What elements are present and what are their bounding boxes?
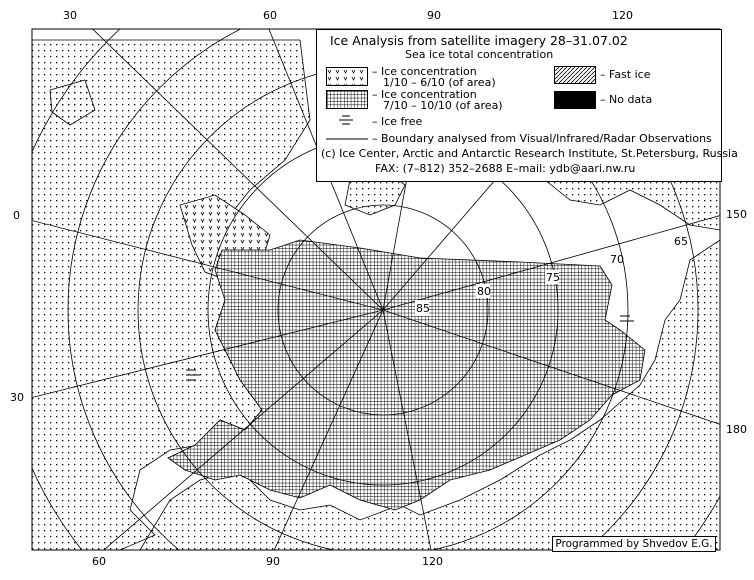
lon-label-bottom-60: 60 (92, 555, 106, 568)
lon-label-top-30: 30 (63, 9, 77, 22)
lon-label-bottom-120: 120 (422, 555, 443, 568)
low-conc-label-1: – Ice concentration (372, 65, 477, 78)
programmer-credit: Programmed by Shvedov E.G. (552, 536, 716, 552)
high-conc-label-1: – Ice concentration (372, 88, 477, 101)
no-data-swatch (554, 91, 596, 109)
lat-label-85: 85 (416, 302, 430, 315)
credit-line-2: FAX: (7–812) 352–2688 E–mail: ydb@aari.nw.ru (375, 162, 636, 175)
fast-ice-swatch (554, 66, 596, 84)
fast-ice-label: – Fast ice (600, 68, 651, 81)
low-concentration-swatch (326, 67, 368, 86)
lon-label-top-120: 120 (612, 9, 633, 22)
legend-panel (316, 29, 738, 182)
lon-label-right-180: 180 (726, 423, 747, 436)
legend-title: Ice Analysis from satellite imagery 28–31.07.02 (330, 33, 628, 48)
high-conc-label-2: 7/10 – 10/10 (of area) (383, 99, 503, 112)
boundary-label: – Boundary analysed from Visual/Infrared/Radar Observations (372, 132, 712, 145)
lat-label-75: 75 (546, 271, 560, 284)
boundary-line-symbol (326, 137, 371, 141)
lon-label-top-90: 90 (427, 9, 441, 22)
ice-free-label: – Ice free (372, 115, 423, 128)
high-concentration-swatch (326, 90, 368, 109)
lon-label-top-60: 60 (263, 9, 277, 22)
ice-free-symbol (339, 114, 355, 126)
legend-subtitle: Sea ice total concentration (405, 48, 554, 61)
lon-label-bottom-90: 90 (266, 555, 280, 568)
lon-label-left-0: 0 (13, 209, 20, 222)
lon-label-right-150: 150 (726, 208, 747, 221)
credit-line-1: (c) Ice Center, Arctic and Antarctic Research Institute, St.Petersburg, Russia (321, 147, 738, 160)
lat-label-80: 80 (477, 285, 491, 298)
lon-label-left-30: 30 (10, 391, 24, 404)
low-conc-label-2: 1/10 – 6/10 (of area) (383, 76, 496, 89)
no-data-label: – No data (600, 93, 653, 106)
lat-label-70: 70 (610, 253, 624, 266)
lat-label-65: 65 (674, 235, 688, 248)
